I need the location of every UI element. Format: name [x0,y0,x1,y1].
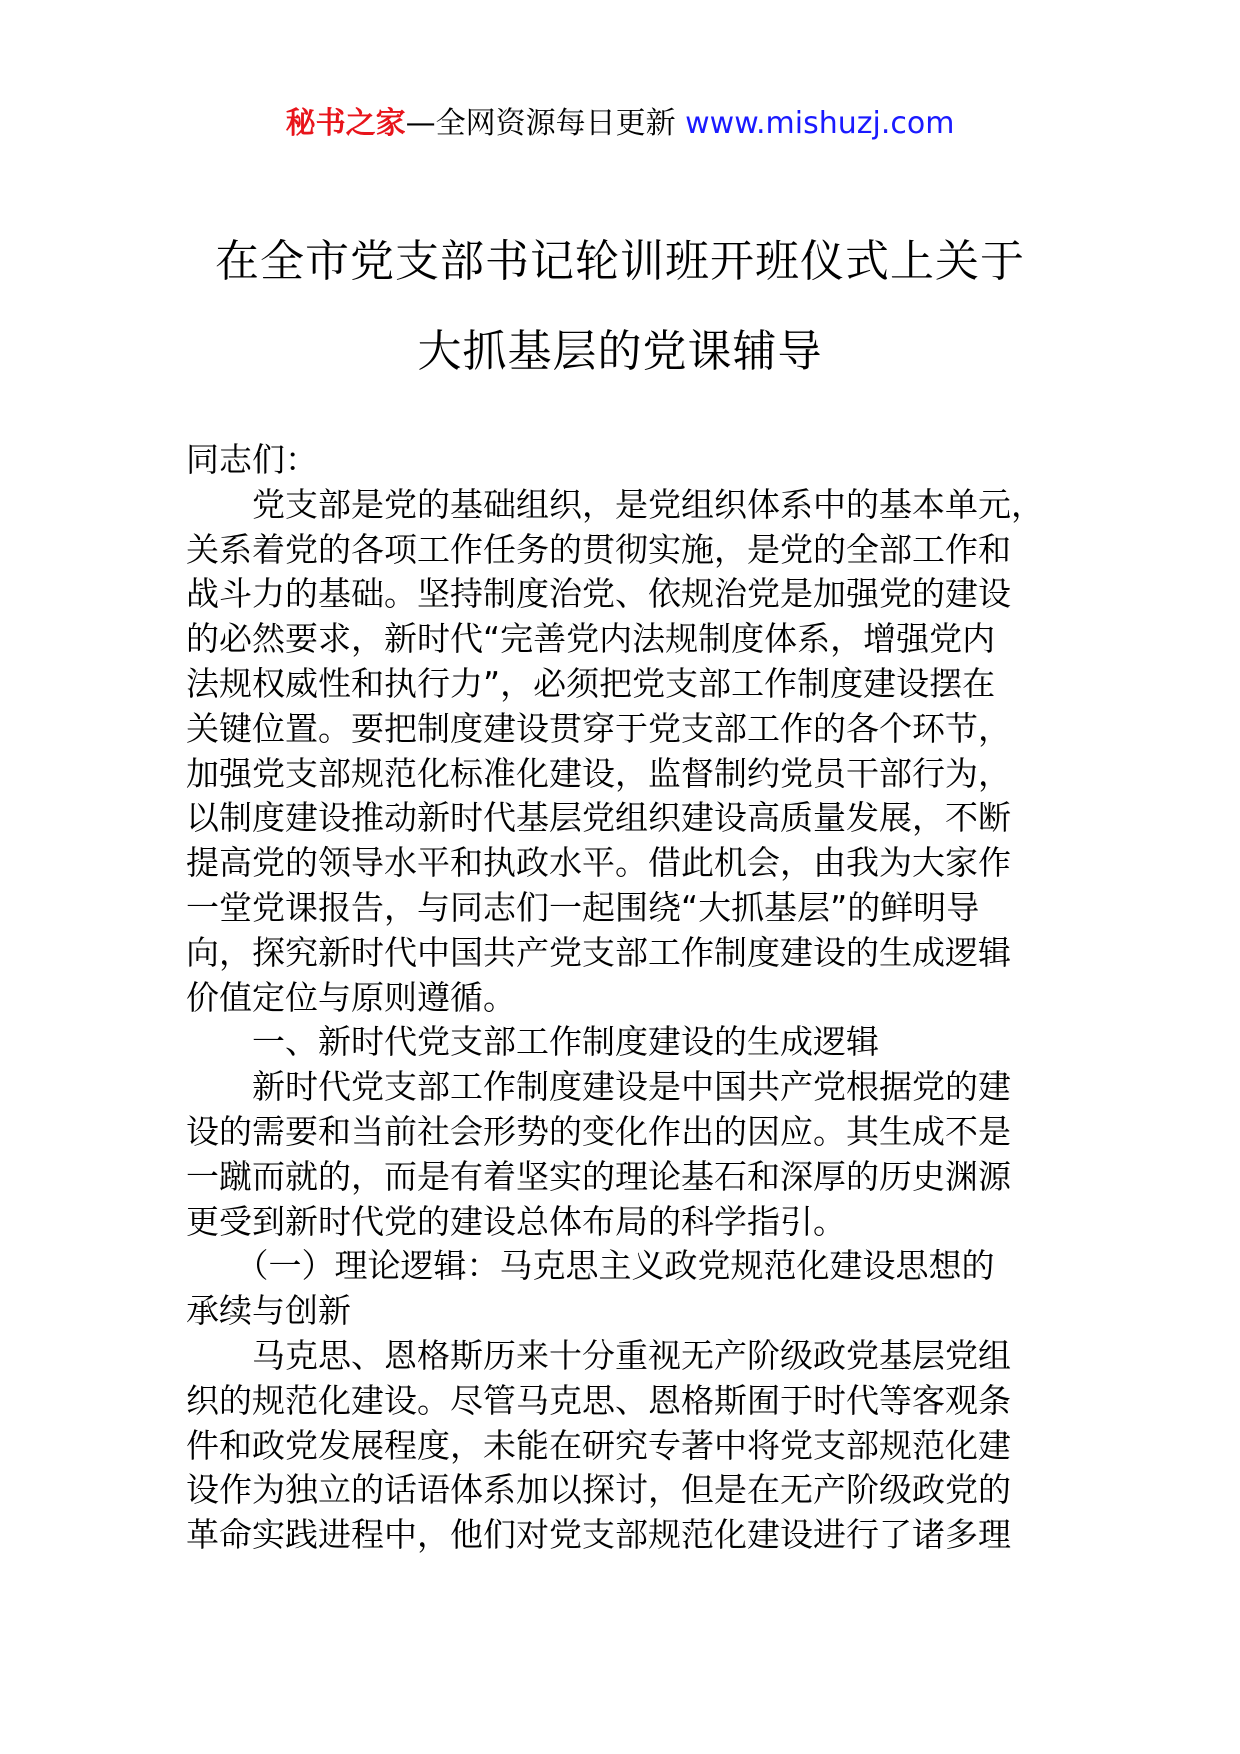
body-line: 承续与创新 [186,1291,351,1331]
body-line: 更受到新时代党的建设总体布局的科学指引。 [186,1201,846,1241]
body-line: （一）理论逻辑：马克思主义政党规范化建设思想的 [186,1246,995,1286]
body-line: 价值定位与原则遵循。 [186,977,516,1017]
body-line: 革命实践进程中，他们对党支部规范化建设进行了诸多理 [186,1515,1011,1555]
body-line: 设的需要和当前社会形势的变化作出的因应。其生成不是 [186,1111,1011,1151]
body-line: 关键位置。要把制度建设贯穿于党支部工作的各个环节， [186,708,1011,748]
document-title-line-2: 大抓基层的党课辅导 [417,326,823,377]
body-line: 加强党支部规范化标准化建设，监督制约党员干部行为， [186,753,1011,793]
body-line: 同志们： [186,440,318,479]
body-line: 向，探究新时代中国共产党支部工作制度建设的生成逻辑 [186,932,1011,972]
body-line: 党支部是党的基础组织，是党组织体系中的基本单元， [186,484,1044,524]
body-line: 织的规范化建设。尽管马克思、恩格斯囿于时代等客观条 [186,1380,1011,1420]
body-line: 战斗力的基础。坚持制度治党、依规治党是加强党的建设 [186,574,1011,614]
body-line: 一蹴而就的，而是有着坚实的理论基石和深厚的历史渊源 [186,1156,1011,1196]
body-line: 一堂党课报告，与同志们一起围绕“大抓基层”的鲜明导 [186,887,980,927]
body-line: 提高党的领导水平和执政水平。借此机会，由我为大家作 [186,843,1011,883]
body-line: 以制度建设推动新时代基层党组织建设高质量发展，不断 [186,798,1011,838]
document-title-line-1: 在全市党支部书记轮训班开班仪式上关于 [215,236,1025,287]
body-line: 新时代党支部工作制度建设是中国共产党根据党的建 [186,1067,1011,1107]
body-line: 件和政党发展程度，未能在研究专著中将党支部规范化建 [186,1425,1011,1465]
body-line: 关系着党的各项工作任务的贯彻实施，是党的全部工作和 [186,529,1011,569]
body-line: 法规权威性和执行力”，必须把党支部工作制度建设摆在 [186,663,996,703]
body-line: 马克思、恩格斯历来十分重视无产阶级政党基层党组 [186,1335,1011,1375]
body-line: 一、新时代党支部工作制度建设的生成逻辑 [186,1022,879,1062]
site-header [0,100,1240,148]
body-line: 设作为独立的话语体系加以探讨，但是在无产阶级政党的 [186,1470,1011,1510]
body-line: 的必然要求，新时代“完善党内法规制度体系，增强党内 [186,619,996,659]
brand-name: 秘书之家 [285,106,406,141]
site-url-link[interactable]: www.mishuzj.com [685,106,955,141]
document-body [186,438,1066,1558]
header-tagline: —全网资源每日更新 [405,106,686,141]
